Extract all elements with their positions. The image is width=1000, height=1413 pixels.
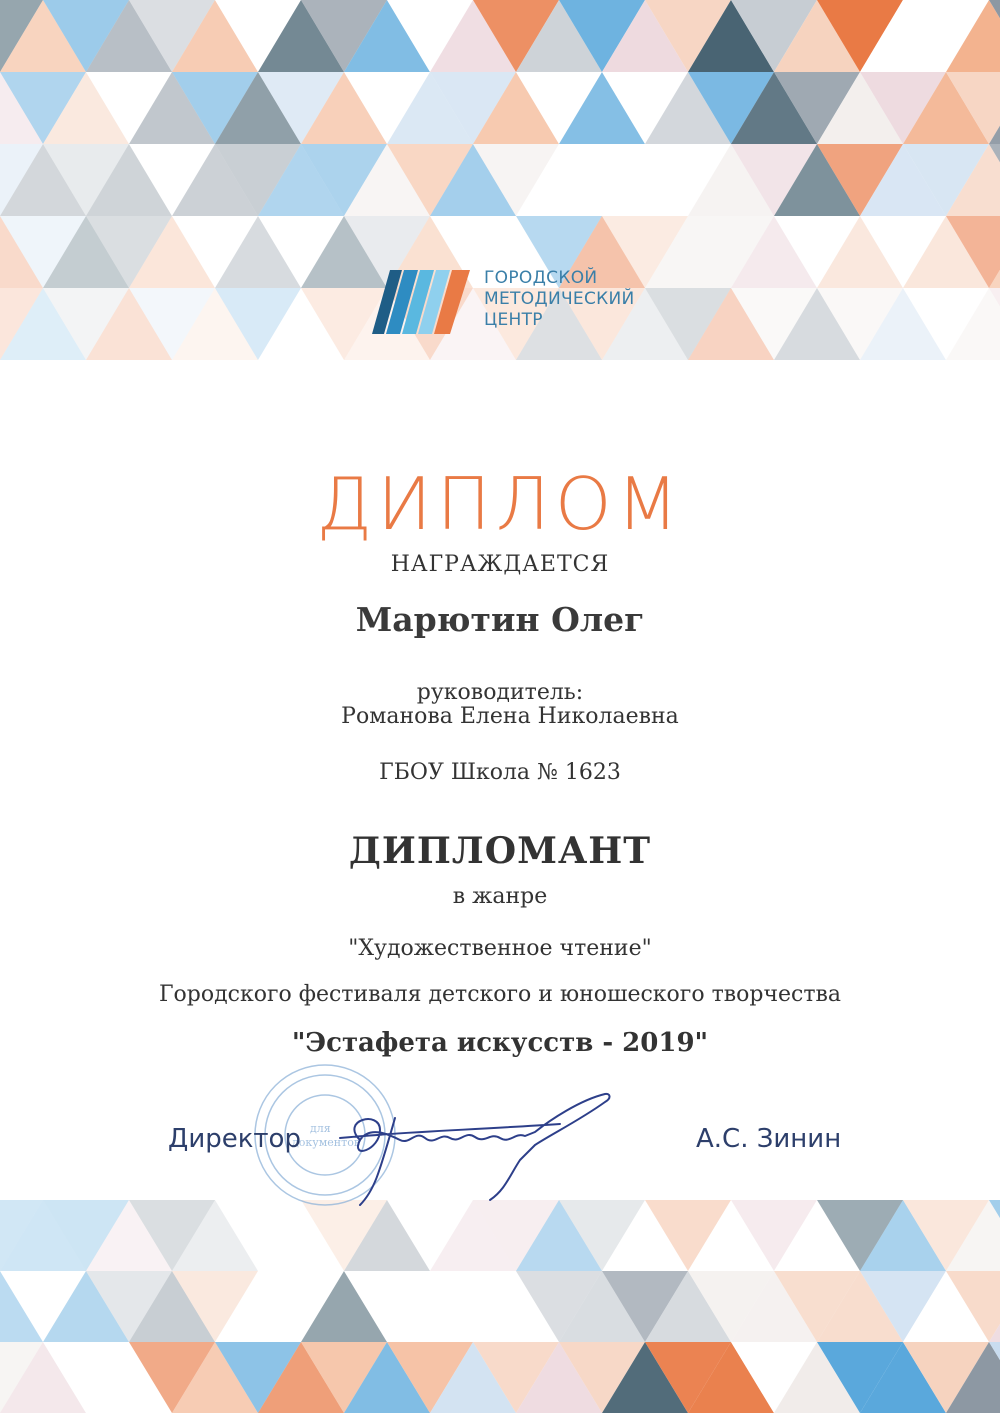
signer-name: А.С. Зинин xyxy=(696,1124,842,1154)
recipient-name: Марютин Олег xyxy=(355,600,645,639)
signer-position: Директор xyxy=(168,1124,301,1154)
logo-line-3: ЦЕНТР xyxy=(484,310,543,330)
supervisor-name: Романова Елена Николаевна xyxy=(341,704,679,729)
organization-logo xyxy=(372,266,672,336)
logo-text xyxy=(484,268,635,331)
awarded-label: НАГРАЖДАЕТСЯ xyxy=(390,552,610,577)
festival-name: Городского фестиваля детского и юношеского творчества xyxy=(158,982,842,1007)
stamp-text-2: документов xyxy=(292,1136,361,1149)
genre-name: "Художественное чтение" xyxy=(348,936,652,961)
handwritten-signature xyxy=(320,1080,620,1210)
stamp-text-1: для xyxy=(310,1122,331,1135)
logo-emblem-icon xyxy=(372,266,472,334)
genre-label: в жанре xyxy=(452,884,548,909)
logo-line-2: МЕТОДИЧЕСКИЙ xyxy=(484,289,635,309)
event-name: "Эстафета искусств - 2019" xyxy=(291,1028,709,1058)
logo-line-1: ГОРОДСКОЙ xyxy=(484,268,598,288)
supervisor-label: руководитель: xyxy=(416,680,584,705)
award-rank: ДИПЛОМАНТ xyxy=(348,830,652,872)
school-name: ГБОУ Школа № 1623 xyxy=(379,760,621,785)
diploma-title: ДИПЛОМ xyxy=(316,462,684,546)
decorative-triangles-bottom xyxy=(0,1200,1000,1413)
